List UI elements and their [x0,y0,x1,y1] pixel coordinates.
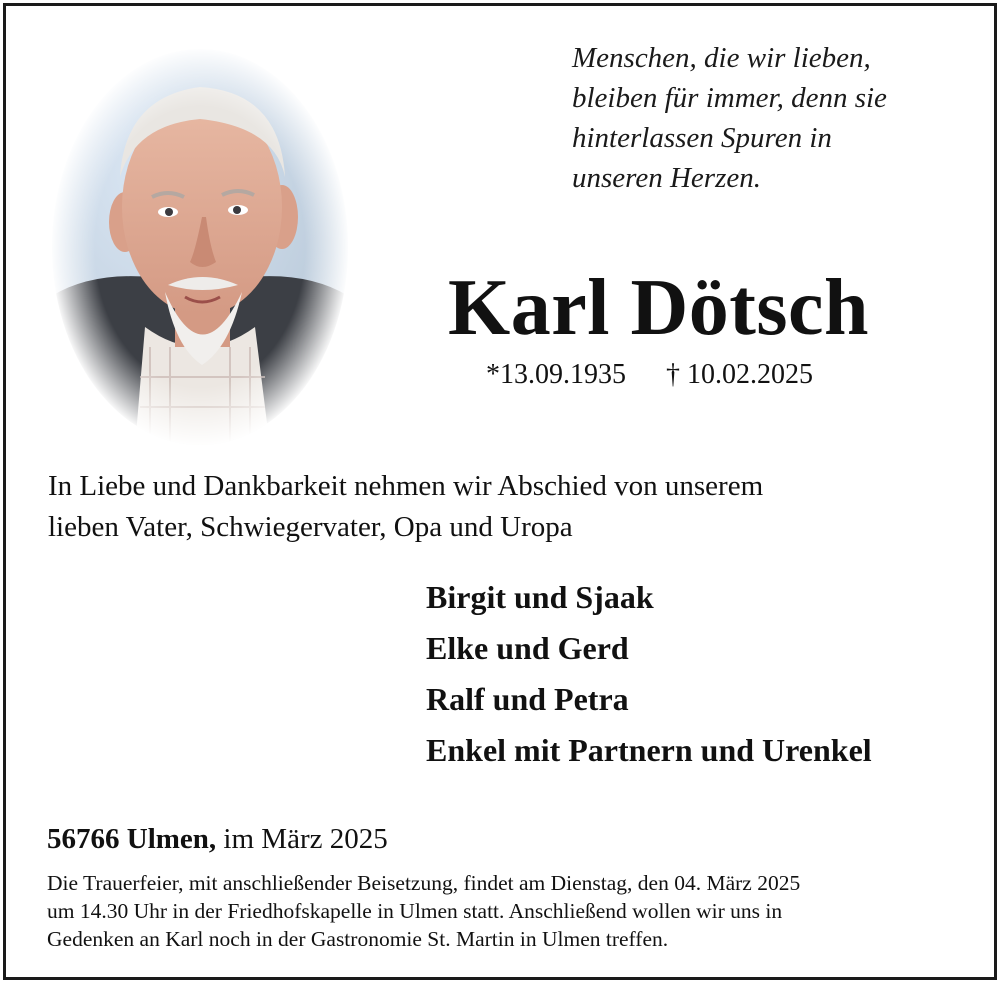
memorial-quote [572,38,972,198]
farewell-line: lieben Vater, Schwiegervater, Opa und Uropa [48,511,573,543]
mourner-entry: Enkel mit Partnern und Urenkel [426,732,872,768]
quote-line: bleiben für immer, denn sie [572,82,887,114]
quote-line: Menschen, die wir lieben, [572,42,871,74]
quote-line: hinterlassen Spuren in [572,122,832,154]
mourner-entry: Birgit und Sjaak [426,579,654,615]
mourner-entry: Ralf und Petra [426,681,629,717]
deceased-name: Karl Dötsch [448,264,870,352]
farewell-line: In Liebe und Dankbarkeit nehmen wir Abschied von unserem [48,470,764,502]
place-and-date [47,820,388,858]
place-city: 56766 Ulmen, [47,823,217,855]
service-line: um 14.30 Uhr in der Friedhofskapelle in Ulmen statt. Anschließend wollen wir uns in [47,899,783,923]
farewell-text [48,466,763,548]
place-date: im März 2025 [223,823,388,855]
service-details [47,869,800,953]
quote-line: unseren Herzen. [572,162,761,194]
birth-date: *13.09.1935 [486,359,626,390]
life-dates [486,357,813,393]
portrait-photo [50,47,350,447]
service-line: Die Trauerfeier, mit anschließender Beisetzung, findet am Dienstag, den 04. März 2025 [47,871,801,895]
service-line: Gedenken an Karl noch in der Gastronomie St. Martin in Ulmen treffen. [47,927,669,951]
death-date: † 10.02.2025 [666,359,813,390]
mourner-entry: Elke und Gerd [426,630,629,666]
mourners-list [426,572,872,776]
